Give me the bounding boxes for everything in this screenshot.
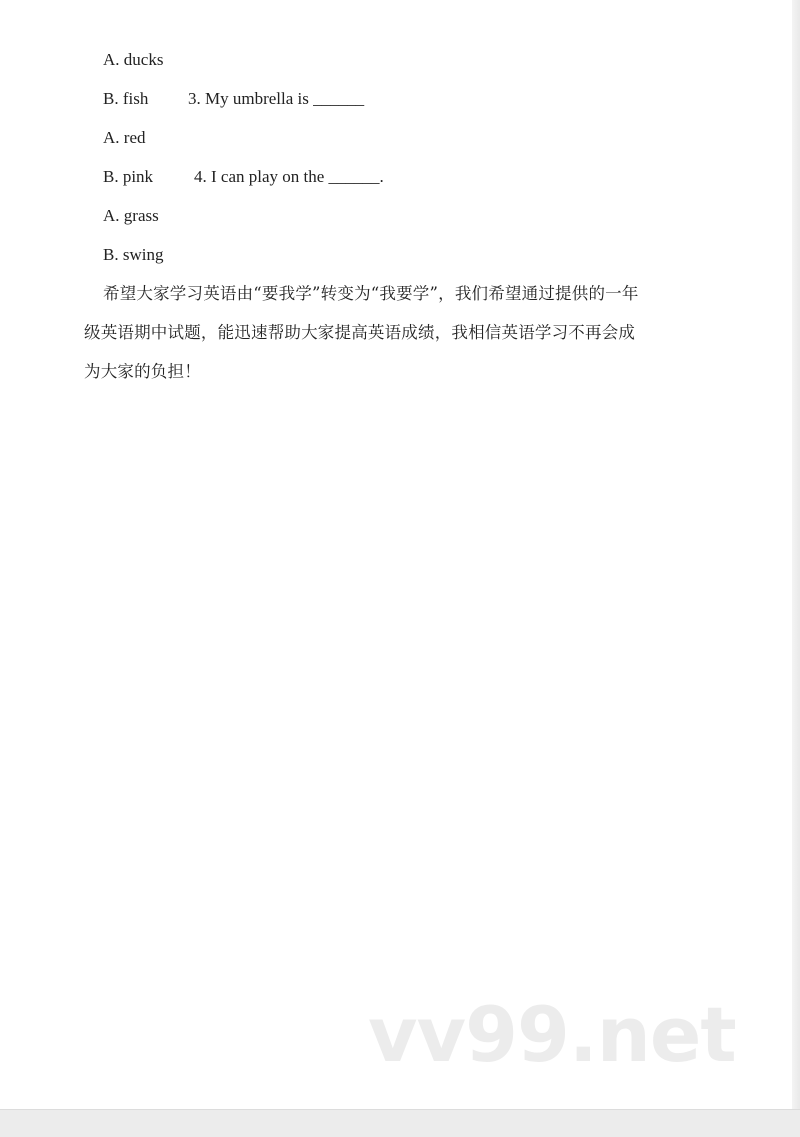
page-edge-shadow bbox=[792, 0, 800, 1110]
closing-paragraph-line-2: 级英语期中试题，能迅速帮助大家提高英语成绩，我相信英语学习不再会成 bbox=[84, 323, 636, 342]
option-q4-a: A. grass bbox=[103, 206, 159, 225]
question-4: 4. I can play on the ______. bbox=[194, 167, 384, 186]
question-3: 3. My umbrella is ______ bbox=[188, 89, 365, 108]
option-q4-b: B. swing bbox=[103, 245, 164, 264]
closing-paragraph-line-3: 为大家的负担！ bbox=[84, 362, 201, 381]
bottom-status-bar bbox=[0, 1109, 800, 1137]
option-q2-a: A. ducks bbox=[103, 50, 164, 69]
watermark: vv99.net bbox=[368, 990, 736, 1079]
option-q2-b: B. fish bbox=[103, 89, 149, 108]
closing-paragraph-line-1: 希望大家学习英语由“要我学”转变为“我要学”，我们希望通过提供的一年 bbox=[103, 284, 639, 303]
option-q3-b: B. pink bbox=[103, 167, 154, 186]
option-q3-a: A. red bbox=[103, 128, 146, 147]
